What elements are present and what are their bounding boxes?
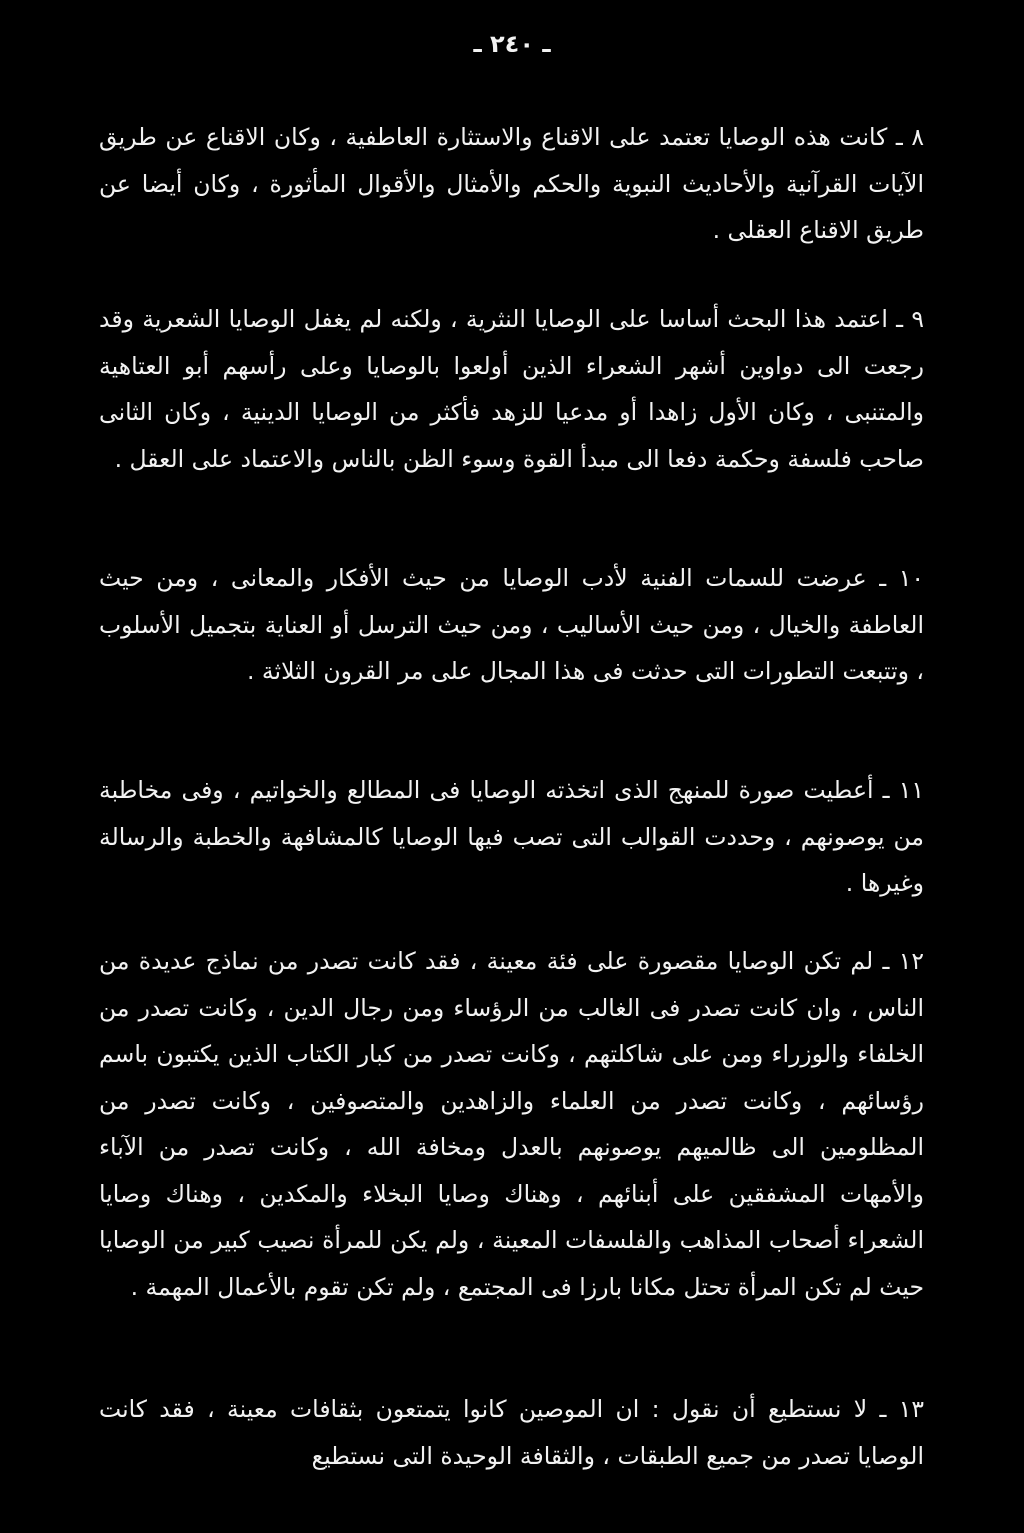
paragraph-12: ١٢ ـ لم تكن الوصايا مقصورة على فئة معينة ، فقد كانت تصدر من نماذج عديدة من الناس ، وان كانت تصدر فى الغالب من الرؤساء ومن رجال الدين ، وكانت تصدر من الخلفاء والوزراء ومن على شاكلتهم ، وكانت تصدر من كبار الكتاب الذين يكتبون باسم رؤسائهم ، وكانت تصدر من العلماء والزاهدين والمتصوفين ، وكانت تصدر من المظلومين الى ظالميهم يوصونهم بالعدل ومخافة الله ، وكانت تصدر من الآباء والأمهات المشفقين على أبنائهم ، وهناك وصايا البخلاء والمكدين ، وهناك وصايا الشعراء أصحاب المذاهب والفلسفات المعينة ، ولم يكن للمرأة نصيب كبير من الوصايا حيث لم تكن المرأة تحتل مكانا بارزا فى المجتمع ، ولم تكن تقوم بالأعمال المهمة .	[99, 947, 924, 1301]
paragraph-11: ١١ ـ أعطيت صورة للمنهج الذى اتخذته الوصايا فى المطالع والخواتيم ، وفى مخاطبة من يوصونهم ، وحددت القوالب التى تصب فيها الوصايا كالمشافهة والخطبة والرسالة وغيرها .	[99, 776, 924, 897]
paragraph-10: ١٠ ـ عرضت للسمات الفنية لأدب الوصايا من حيث الأفكار والمعانى ، ومن حيث العاطفة والخيال ، ومن حيث الأساليب ، ومن حيث الترسل أو العناية بتجميل الأسلوب ، وتتبعت التطورات التى حدثت فى هذا المجال على مر القرون الثلاثة .	[99, 564, 924, 685]
paragraph-8: ٨ ـ كانت هذه الوصايا تعتمد على الاقناع والاستثارة العاطفية ، وكان الاقناع عن طريق الآيات القرآنية والأحاديث النبوية والحكم والأمثال والأقوال المأثورة ، وكان أيضا عن طريق الاقناع العقلى .	[99, 123, 924, 244]
page-number: ـ ٢٤٠ ـ	[473, 30, 551, 58]
paragraph-13: ١٣ ـ لا نستطيع أن نقول : ان الموصين كانوا يتمتعون بثقافات معينة ، فقد كانت الوصايا تصدر من جميع الطبقات ، والثقافة الوحيدة التى نستطيع	[99, 1395, 924, 1470]
paragraph-9: ٩ ـ اعتمد هذا البحث أساسا على الوصايا النثرية ، ولكنه لم يغفل الوصايا الشعرية وقد رجعت الى دواوين أشهر الشعراء الذين أولعوا بالوصايا وعلى رأسهم أبو العتاهية والمتنبى ، وكان الأول زاهدا أو مدعيا للزهد فأكثر من الوصايا الدينية ، وكان الثانى صاحب فلسفة وحكمة دفعا الى مبدأ القوة وسوء الظن بالناس والاعتماد على العقل .	[99, 305, 924, 473]
